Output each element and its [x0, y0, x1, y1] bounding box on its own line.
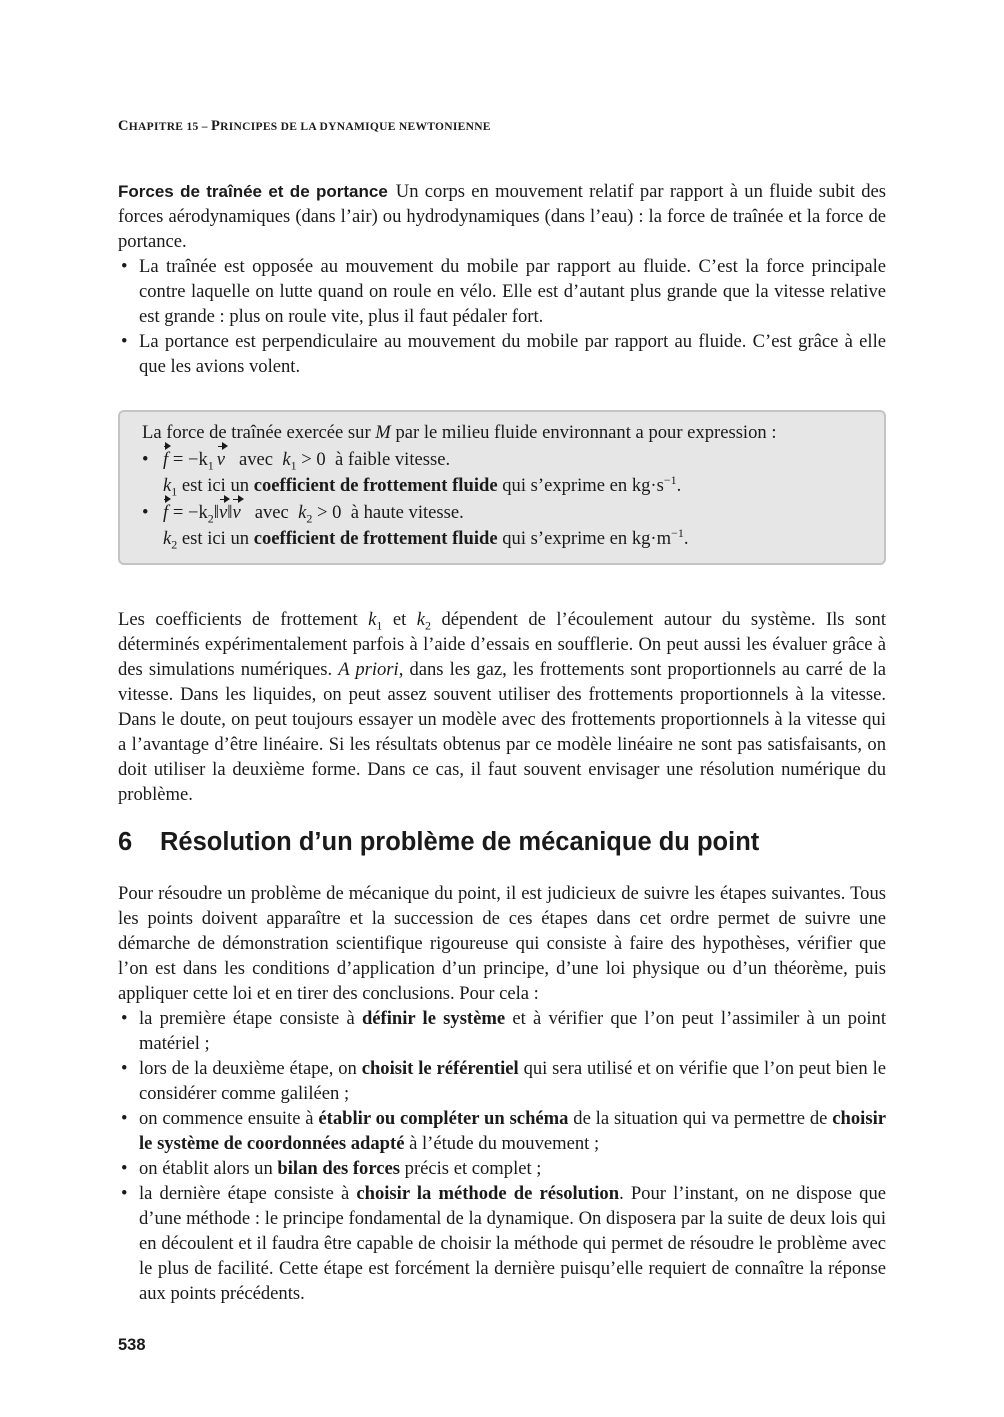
method-intro: Pour résoudre un problème de mécanique du point, il est judicieux de suivre les étapes suivantes. Tous les points doivent apparaître et la succession de ces étapes dans cet ordre permet de suivre une démarche de démonstration scientifique rigoureuse qui consiste à faire des hypothèses, vérifier que l’on est dans les conditions d’application d’un principe, d’une loi physique ou d’un théorème, puis appliquer cette loi et en tirer des conclusions. Pour cela : [118, 883, 886, 1004]
list-item: • la dernière étape consiste à choisir la méthode de résolution. Pour l’instant, on ne dispose que d’une méthode : le principe fondamental de la dynamique. On disposera par la suite de deux lois qui en découlent et il faudra être capable de choisir la méthode qui permet de résoudre le problème avec le plus de facilité. Cette étape est forcément la dernière puisqu’elle requiert de connaître la réponse aux points précédents. [118, 1181, 886, 1306]
list-item: • on commence ensuite à établir ou compléter un schéma de la situation qui va permettre de choisir le système de coordonnées adapté à l’étude du mouvement ; [118, 1106, 886, 1156]
drag-lift-list [118, 254, 886, 379]
section-heading [118, 828, 759, 857]
list-item: • lors de la deuxième étape, on choisit le référentiel qui sera utilisé et on vérifie que l’on peut bien le considérer comme galiléen ; [118, 1056, 886, 1106]
drag-lift-intro: Forces de traînée et de portance Un corps en mouvement relatif par rapport à un fluide subit des forces aérodynamiques (dans l’air) ou hydrodynamiques (dans l’eau) : la force de traînée et la force de portance. [118, 181, 887, 252]
section-title: Résolution d’un problème de mécanique du point [160, 828, 760, 856]
high-speed-formula: $f = -k_2‖v‖v$ [163, 501, 241, 526]
box-intro: La force de traînée exercée sur M par le milieu fluide environnant a pour expression : [142, 422, 777, 443]
method-steps-list [118, 1006, 886, 1306]
friction-coefficients-paragraph: Les coefficients de frottement $k_1$ et $k_2$ dépendent de l’écoulement autour du système. Ils sont déterminés expérimentalement parfois à l’aide d’essais en soufflerie. On peut aussi les évaluer grâce à des simulations numériques. A priori, dans les gaz, les frottements sont proportionnels au carré de la vitesse. Dans les liquides, on peut assez souvent utiliser des frottements proportionnels à la vitesse. Dans le doute, on peut toujours essayer un modèle avec des frottements proportionnels à la vitesse qui a l’avantage d’être linéaire. Si les résultats obtenus par ce modèle linéaire ne sont pas satisfaisants, on doit utiliser la deuxième forme. Dans ce cas, il faut souvent envisager une résolution numérique du problème. [118, 609, 886, 805]
low-speed-drag-item: • $f = -k_1$ v avec $k_1 > 0$ à faible vitesse. $k_1$ est ici un coefficient de frottement fluide qui s’exprime en $kg\cdot s^{-1}$. [142, 448, 682, 499]
high-speed-drag-item: • $f = -k_2‖v‖v$ avec $k_2 > 0$ à haute vitesse. $k_2$ est ici un coefficient de frottement fluide qui s’exprime en $kg\cdot m^{-1}$. [142, 501, 689, 552]
drag-lift-section [118, 179, 886, 379]
low-speed-formula: $f = -k_1$ v [163, 448, 226, 473]
page-number: 538 [118, 1336, 146, 1354]
list-item: • la première étape consiste à définir le système et à vérifier que l’on peut l’assimiler à un point matériel ; [118, 1006, 886, 1056]
method-section [118, 881, 886, 1306]
drag-lift-heading: Forces de traînée et de portance [118, 182, 388, 201]
list-item: • on établit alors un bilan des forces précis et complet ; [118, 1156, 886, 1181]
list-item: • La portance est perpendiculaire au mouvement du mobile par rapport au fluide. C’est grâce à elle que les avions volent. [118, 329, 886, 379]
drag-force-definition-box [118, 410, 886, 565]
running-header: CHAPITRE 15 – PRINCIPES DE LA DYNAMIQUE NEWTONIENNE [118, 118, 491, 134]
section-number: 6 [118, 828, 133, 856]
list-item: • La traînée est opposée au mouvement du mobile par rapport au fluide. C’est la force principale contre laquelle on lutte quand on roule en vélo. Elle est d’autant plus grande que la vitesse relative est grande : plus on roule vite, plus il faut pédaler fort. [118, 254, 886, 329]
